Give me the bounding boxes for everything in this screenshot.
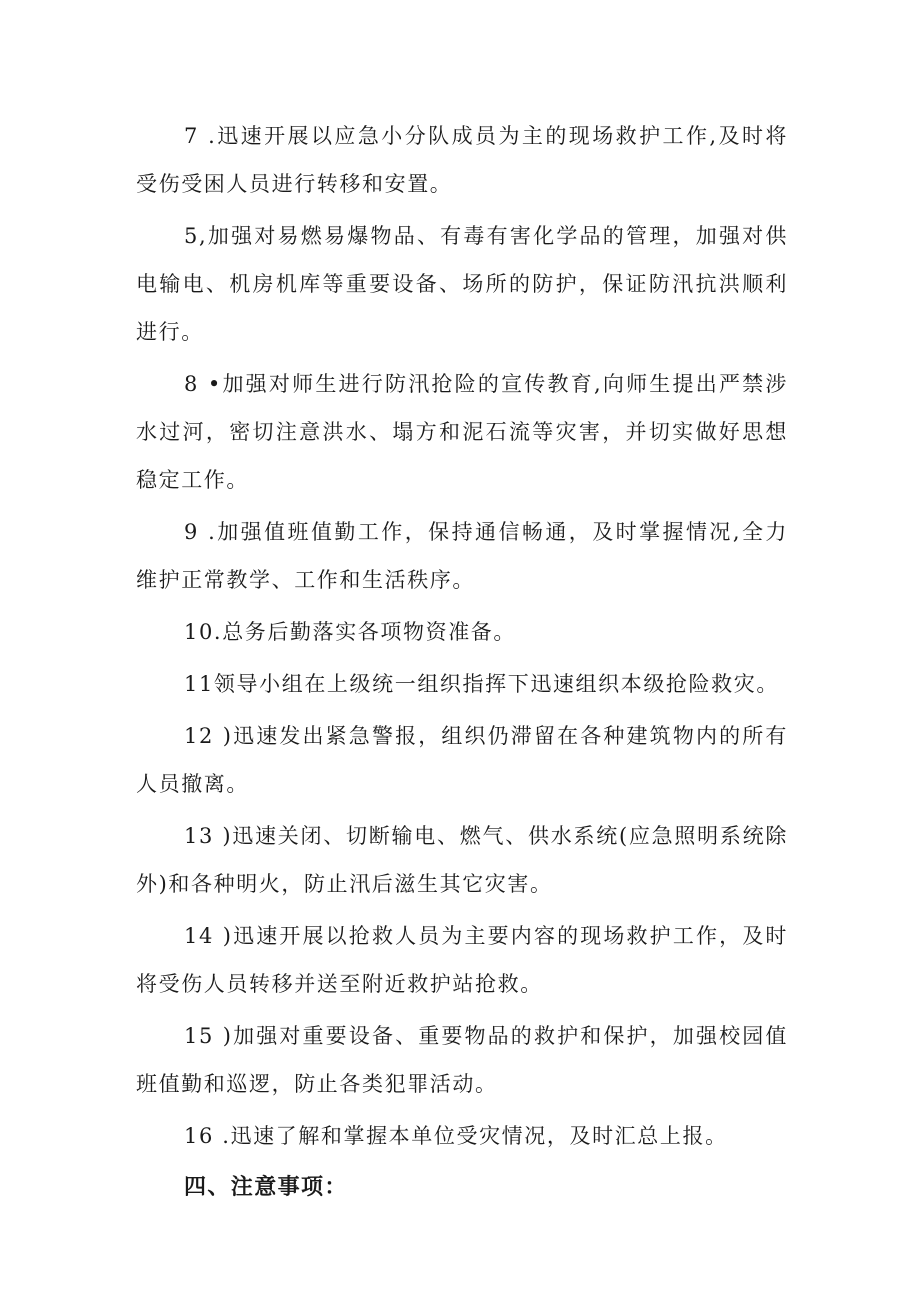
paragraph-item-5: 5,加强对易燃易爆物品、有毒有害化学品的管理，加强对供电输电、机房机库等重要设备、场所的防护，保证防汛抗洪顺利进行。 — [136, 224, 788, 344]
paragraph-item-10: 10.总务后勤落实各项物资准备。 — [184, 620, 516, 644]
paragraph-item-7: 7 .迅速开展以应急小分队成员为主的现场救护工作,及时将受伤受困人员进行转移和安置。 — [136, 124, 788, 196]
section-heading: 四、注意事项： — [184, 1175, 348, 1200]
paragraph-item-15: 15 )加强对重要设备、重要物品的救护和保护，加强校园值班值勤和巡逻，防止各类犯罪活动。 — [136, 1024, 788, 1096]
paragraph-item-13: 13 )迅速关闭、切断输电、燃气、供水系统(应急照明系统除外)和各种明火，防止汛后滋生其它灾害。 — [136, 824, 788, 896]
paragraph-item-16: 16 .迅速了解和掌握本单位受灾情况，及时汇总上报。 — [184, 1124, 728, 1148]
paragraph-item-12: 12 )迅速发出紧急警报，组织仍滞留在各种建筑物内的所有人员撤离。 — [136, 724, 788, 796]
document-body — [136, 112, 788, 1212]
paragraph-item-11: 11领导小组在上级统一组织指挥下迅速组织本级抢险救灾。 — [184, 672, 779, 696]
paragraph-item-8: 8 •加强对师生进行防汛抢险的宣传教育,向师生提出严禁涉水过河，密切注意洪水、塌方和泥石流等灾害，并切实做好思想稳定工作。 — [136, 372, 788, 492]
paragraph-item-14: 14 )迅速开展以抢救人员为主要内容的现场救护工作，及时将受伤人员转移并送至附近救护站抢救。 — [136, 924, 788, 996]
paragraph-item-9: 9 .加强值班值勤工作，保持通信畅通，及时掌握情况,全力维护正常教学、工作和生活秩序。 — [136, 520, 788, 592]
